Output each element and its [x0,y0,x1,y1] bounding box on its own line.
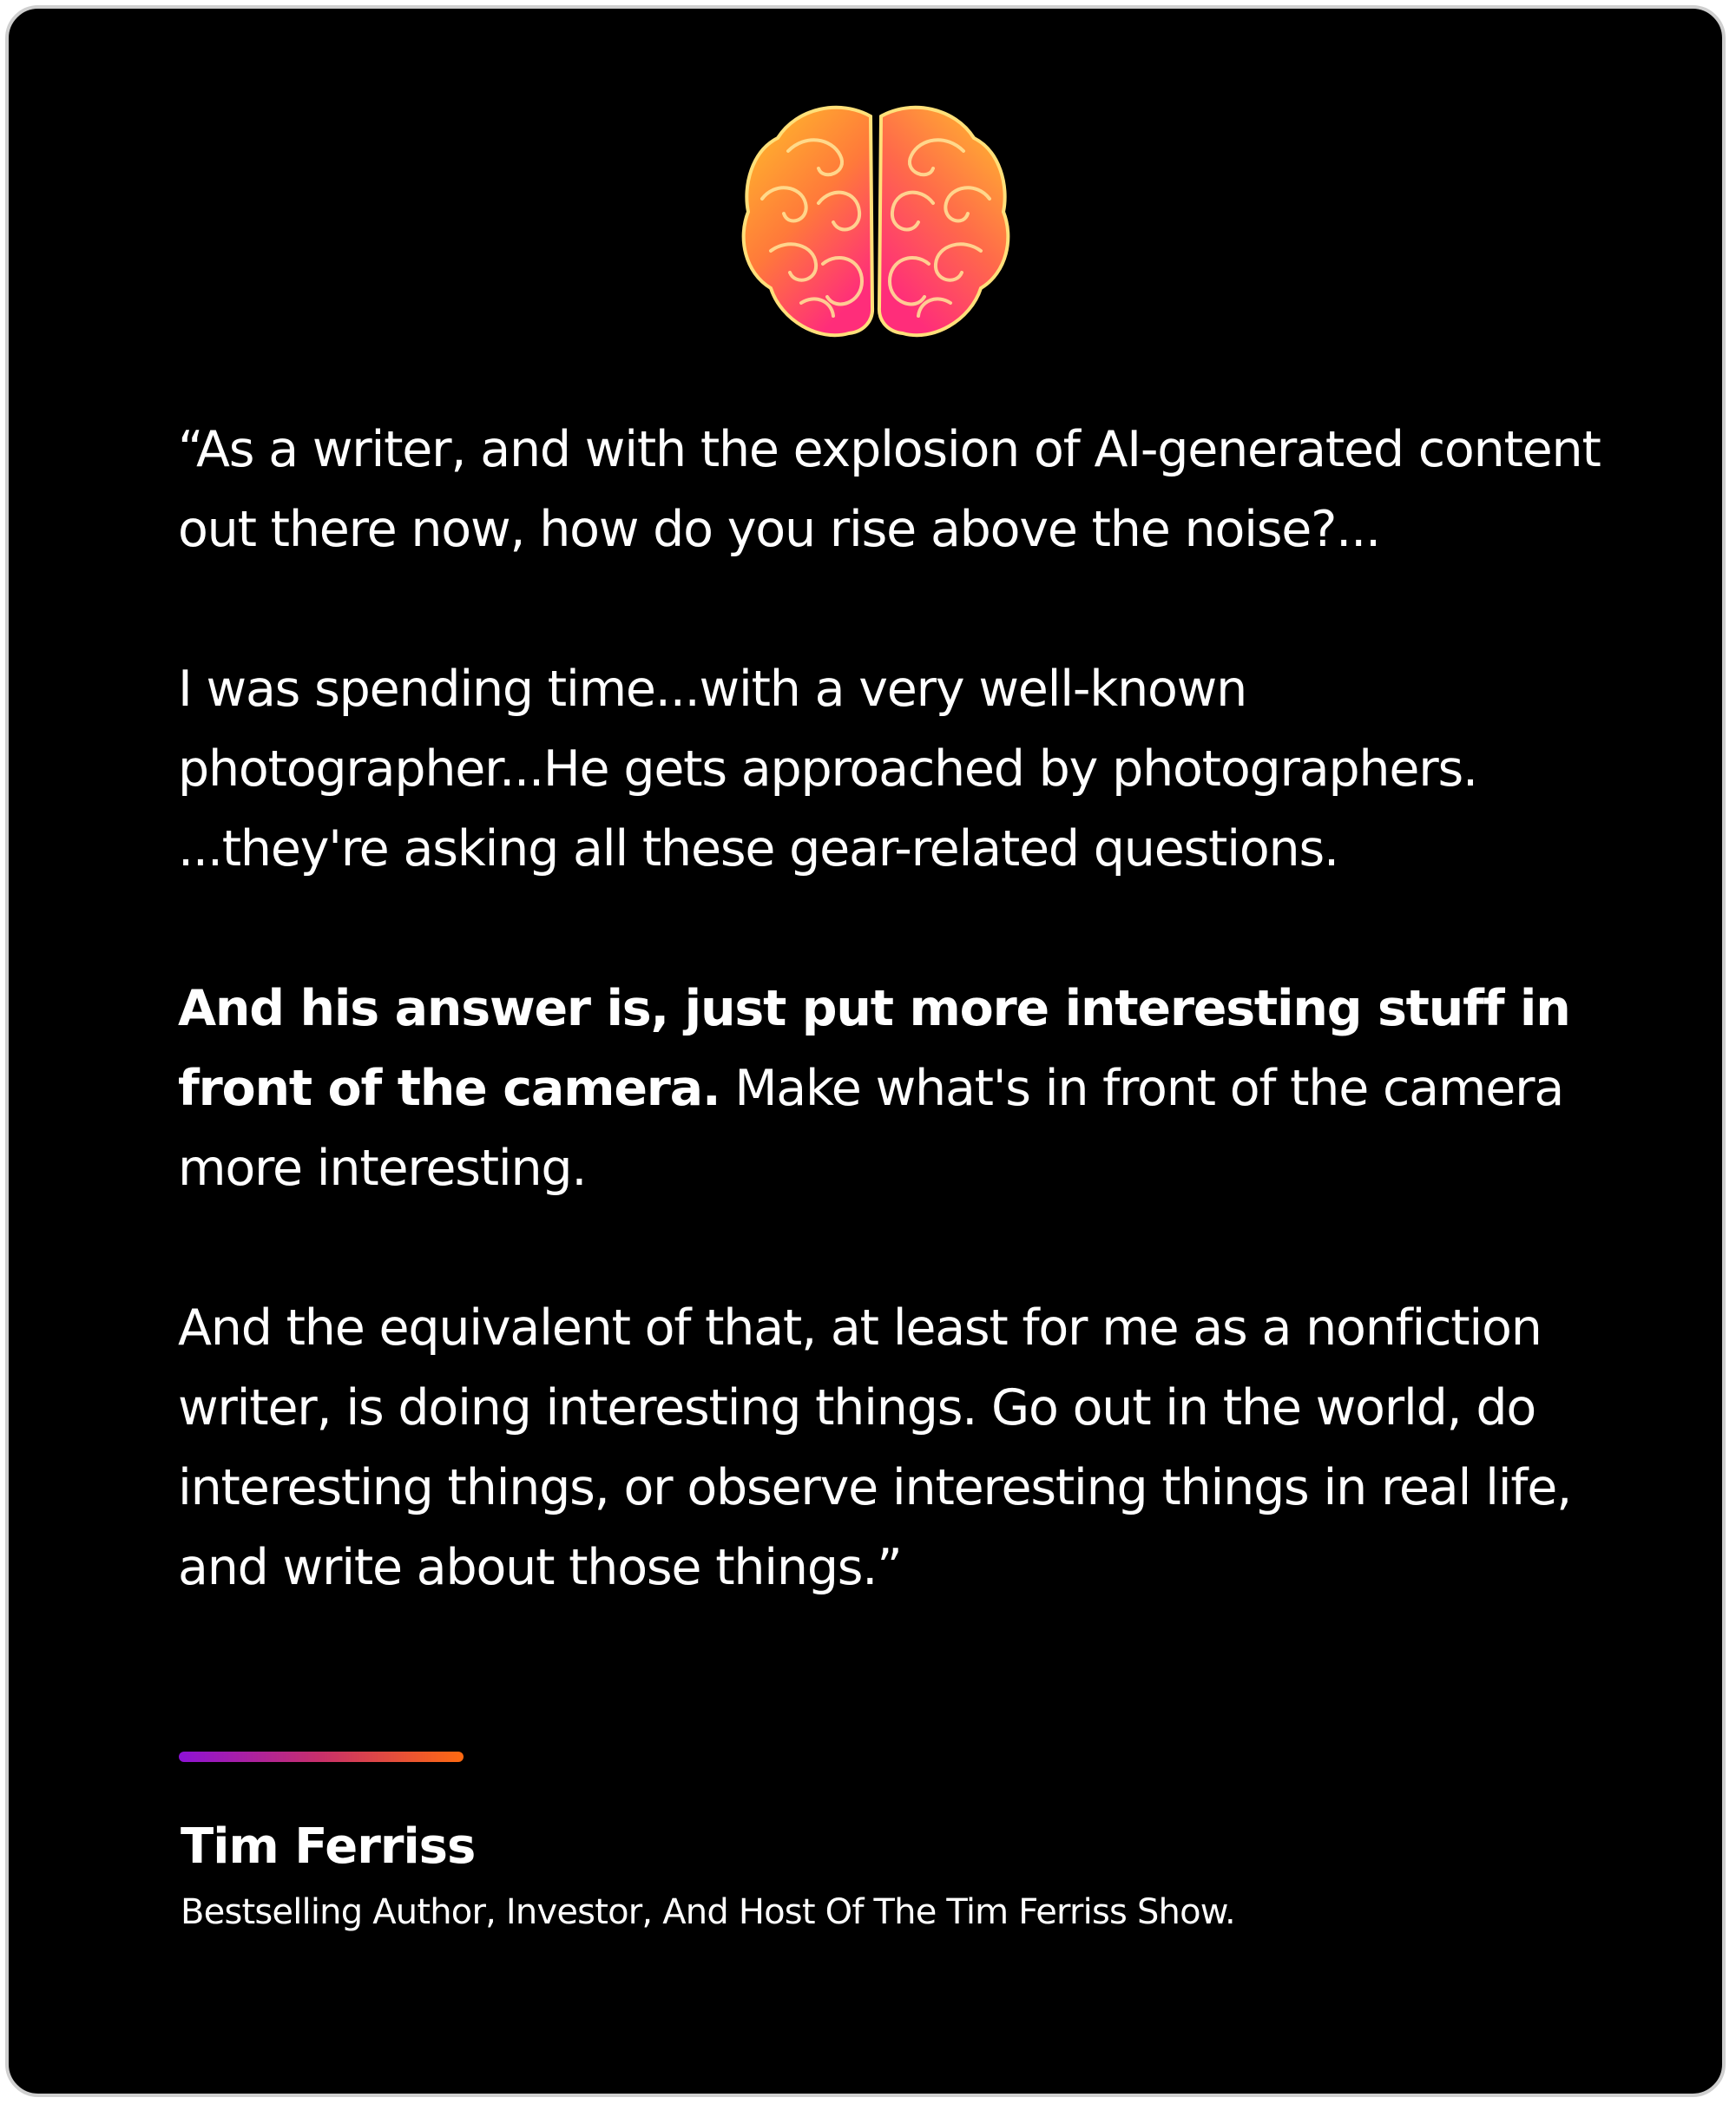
quote-paragraph-3-rest: Make what's in front of the camera more interesting. [178,1060,1564,1197]
quote-highlight: And his answer is, just put more interesting stuff in front of the camera. [178,980,1570,1117]
quote-paragraph-2: I was spending time...with a very well-known photographer...He gets approached by photographers. ...they're asking all these gear-related questions. [178,661,1477,878]
quote-text [178,410,1601,1608]
quote-paragraph-3 [178,969,1601,1208]
brain-icon [736,99,1016,344]
quote-paragraph-1: “As a writer, and with the explosion of AI-generated content out there now, how do you rise above the noise?... [178,421,1601,558]
testimonial-card [5,5,1726,2097]
author-name: Tim Ferriss [181,1818,476,1875]
gradient-divider [179,1752,464,1762]
quote-paragraph-4: And the equivalent of that, at least for me as a nonfiction writer, is doing interesting things. Go out in the world, do interesting things, or observe interesting things in real life, and write about those things.” [178,1299,1572,1596]
author-title: Bestselling Author, Investor, And Host Of The Tim Ferriss Show. [181,1892,1235,1932]
